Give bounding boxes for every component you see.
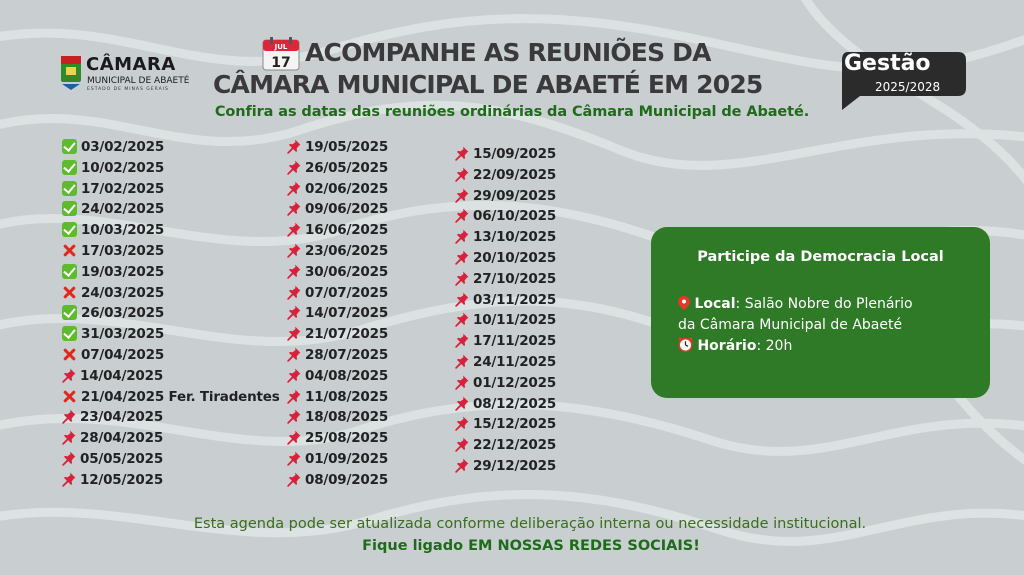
date-item xyxy=(455,414,556,435)
date-text: 21/04/2025 Fer. Tiradentes xyxy=(81,388,280,405)
coat-of-arms-icon xyxy=(60,55,82,91)
date-item xyxy=(62,407,280,428)
logo-state: ESTADO DE MINAS GERAIS xyxy=(87,87,169,92)
cross-icon xyxy=(62,243,77,258)
date-text: 14/07/2025 xyxy=(305,305,389,322)
date-item xyxy=(455,435,556,456)
date-text: 17/02/2025 xyxy=(81,180,165,197)
date-text: 02/06/2025 xyxy=(305,180,389,197)
pin-icon xyxy=(455,396,469,411)
date-item xyxy=(455,227,556,248)
date-item xyxy=(62,449,280,470)
date-text: 07/04/2025 xyxy=(81,346,165,363)
logo-title: CÂMARA xyxy=(86,54,176,75)
date-text: 08/12/2025 xyxy=(473,395,557,412)
pin-icon xyxy=(455,437,469,452)
date-text: 28/04/2025 xyxy=(80,430,164,447)
date-item xyxy=(455,456,556,477)
date-item xyxy=(62,283,280,304)
pin-icon xyxy=(62,409,76,424)
pin-icon xyxy=(455,167,469,182)
pin-icon xyxy=(455,333,469,348)
date-text: 25/08/2025 xyxy=(305,430,389,447)
date-item xyxy=(455,290,556,311)
pin-icon xyxy=(455,271,469,286)
date-item xyxy=(455,394,556,415)
calendar-day: 17 xyxy=(271,55,291,71)
date-text: 15/09/2025 xyxy=(473,146,557,162)
date-text: 24/03/2025 xyxy=(81,284,165,301)
date-text: 19/05/2025 xyxy=(305,139,389,155)
pin-icon xyxy=(455,208,469,223)
cross-icon xyxy=(62,389,77,404)
date-text: 18/08/2025 xyxy=(305,409,389,426)
date-text: 29/09/2025 xyxy=(473,187,557,204)
pin-icon xyxy=(455,354,469,369)
check-icon xyxy=(62,222,77,237)
date-item xyxy=(287,345,388,366)
date-item xyxy=(287,179,388,200)
date-text: 16/06/2025 xyxy=(305,222,389,239)
date-text: 06/10/2025 xyxy=(473,208,557,225)
pin-icon xyxy=(287,160,301,175)
date-text: 27/10/2025 xyxy=(473,270,557,287)
pin-icon xyxy=(287,409,301,424)
date-text: 26/03/2025 xyxy=(81,305,165,322)
date-item xyxy=(62,137,280,158)
date-item xyxy=(287,470,388,491)
date-text: 13/10/2025 xyxy=(473,229,557,246)
date-text: 22/12/2025 xyxy=(473,437,557,454)
date-item xyxy=(455,373,556,394)
date-text: 22/09/2025 xyxy=(473,166,557,183)
date-item xyxy=(287,449,388,470)
pin-icon xyxy=(455,292,469,307)
pin-icon xyxy=(287,181,301,196)
date-item xyxy=(287,220,388,241)
date-item xyxy=(287,283,388,304)
date-text: 26/05/2025 xyxy=(305,159,389,176)
date-text: 11/08/2025 xyxy=(305,388,389,405)
pin-icon xyxy=(62,430,76,445)
date-text: 04/08/2025 xyxy=(305,367,389,384)
date-text: 03/02/2025 xyxy=(81,139,165,155)
date-text: 01/12/2025 xyxy=(473,374,557,391)
date-text: 10/02/2025 xyxy=(81,159,165,176)
panel-heading: Participe da Democracia Local xyxy=(697,249,944,265)
date-text: 23/06/2025 xyxy=(305,242,389,259)
pin-icon xyxy=(287,201,301,216)
pin-icon xyxy=(287,139,301,154)
date-item xyxy=(287,324,388,345)
date-text: 01/09/2025 xyxy=(305,450,389,467)
date-item xyxy=(455,206,556,227)
check-icon xyxy=(62,181,77,196)
pin-icon xyxy=(62,451,76,466)
pin-icon xyxy=(287,243,301,258)
pin-icon xyxy=(287,368,301,383)
gestao-period: 2025/2028 xyxy=(875,80,941,94)
date-item xyxy=(287,241,388,262)
local-label: Local xyxy=(694,296,736,312)
pin-icon xyxy=(287,389,301,404)
pin-icon xyxy=(287,264,301,279)
date-item xyxy=(62,220,280,241)
date-text: 17/11/2025 xyxy=(473,333,557,350)
pin-icon xyxy=(455,375,469,390)
pin-icon xyxy=(455,416,469,431)
date-item xyxy=(287,137,388,158)
dates-column-2 xyxy=(287,137,388,491)
date-item xyxy=(287,387,388,408)
gestao-badge xyxy=(838,52,968,110)
date-item xyxy=(62,179,280,200)
gestao-label: Gestão xyxy=(844,51,931,76)
date-item xyxy=(287,158,388,179)
date-text: 12/05/2025 xyxy=(80,471,164,488)
time-value: : 20h xyxy=(756,338,793,354)
pin-icon xyxy=(455,250,469,265)
pin-icon xyxy=(455,458,469,473)
pin-icon xyxy=(287,472,301,487)
date-item xyxy=(62,158,280,179)
date-item xyxy=(62,324,280,345)
title-line-1: ACOMPANHE AS REUNIÕES DA xyxy=(305,38,711,67)
pin-icon xyxy=(287,451,301,466)
alarm-clock-icon xyxy=(678,337,693,352)
date-item xyxy=(62,241,280,262)
date-item xyxy=(62,262,280,283)
date-item xyxy=(62,366,280,387)
pin-icon xyxy=(455,188,469,203)
pin-icon xyxy=(455,229,469,244)
footer-notice: Esta agenda pode ser atualizada conforme deliberação interna ou necessidade institucional. xyxy=(193,516,867,532)
date-item xyxy=(62,345,280,366)
pin-icon xyxy=(287,285,301,300)
title-line-2: CÂMARA MUNICIPAL DE ABAETÉ EM 2025 xyxy=(213,70,763,99)
pin-icon xyxy=(287,347,301,362)
pin-icon xyxy=(287,305,301,320)
date-text: 15/12/2025 xyxy=(473,416,557,433)
info-panel xyxy=(651,227,990,398)
time-label: Horário xyxy=(697,338,757,354)
date-item xyxy=(455,331,556,352)
calendar-icon xyxy=(262,37,300,71)
date-text: 03/11/2025 xyxy=(473,291,557,308)
date-item xyxy=(455,165,556,186)
check-icon xyxy=(62,264,77,279)
camara-logo xyxy=(60,54,190,94)
calendar-month: JUL xyxy=(274,43,288,51)
pin-icon xyxy=(287,326,301,341)
date-text: 08/09/2025 xyxy=(305,471,389,488)
date-text: 07/07/2025 xyxy=(305,284,389,301)
date-text: 30/06/2025 xyxy=(305,263,389,280)
pin-icon xyxy=(287,430,301,445)
cross-icon xyxy=(62,347,77,362)
date-item xyxy=(455,144,556,165)
pin-icon xyxy=(62,368,76,383)
check-icon xyxy=(62,305,77,320)
check-icon xyxy=(62,160,77,175)
date-text: 20/10/2025 xyxy=(473,249,557,266)
pin-icon xyxy=(455,146,469,161)
cross-icon xyxy=(62,285,77,300)
date-text: 14/04/2025 xyxy=(80,367,164,384)
local-line xyxy=(678,294,913,315)
date-item xyxy=(287,366,388,387)
date-text: 29/12/2025 xyxy=(473,457,557,474)
date-text: 05/05/2025 xyxy=(80,450,164,467)
panel-details xyxy=(678,294,913,357)
date-item xyxy=(62,387,280,408)
date-item xyxy=(287,303,388,324)
time-line xyxy=(678,336,913,357)
date-text: 09/06/2025 xyxy=(305,201,389,218)
date-item xyxy=(62,470,280,491)
logo-subtitle: MUNICIPAL DE ABAETÉ xyxy=(87,76,190,86)
footer-social-cta: Fique ligado EM NOSSAS REDES SOCIAIS! xyxy=(362,538,700,554)
date-item xyxy=(62,428,280,449)
date-item xyxy=(455,248,556,269)
date-text: 10/11/2025 xyxy=(473,312,557,329)
date-item xyxy=(287,407,388,428)
date-text: 28/07/2025 xyxy=(305,346,389,363)
check-icon xyxy=(62,139,77,154)
date-item xyxy=(455,352,556,373)
date-text: 21/07/2025 xyxy=(305,326,389,343)
date-item xyxy=(287,262,388,283)
date-text: 24/02/2025 xyxy=(81,201,165,218)
date-item xyxy=(62,199,280,220)
date-text: 19/03/2025 xyxy=(81,263,165,280)
page-subtitle: Confira as datas das reuniões ordinárias da Câmara Municipal de Abaeté. xyxy=(214,104,810,120)
local-value-line-2: da Câmara Municipal de Abaeté xyxy=(678,317,903,333)
dates-column-1 xyxy=(62,137,280,491)
date-item xyxy=(62,303,280,324)
pin-icon xyxy=(62,472,76,487)
date-text: 31/03/2025 xyxy=(81,326,165,343)
date-text: 23/04/2025 xyxy=(80,409,164,426)
date-item xyxy=(455,186,556,207)
date-text: 24/11/2025 xyxy=(473,353,557,370)
dates-column-3 xyxy=(455,144,556,477)
date-text: 17/03/2025 xyxy=(81,242,165,259)
check-icon xyxy=(62,201,77,216)
date-item xyxy=(287,199,388,220)
pin-icon xyxy=(287,222,301,237)
location-pin-icon xyxy=(678,296,690,310)
check-icon xyxy=(62,326,77,341)
date-text: 10/03/2025 xyxy=(81,222,165,239)
date-item xyxy=(287,428,388,449)
pin-icon xyxy=(455,312,469,327)
date-item xyxy=(455,310,556,331)
date-item xyxy=(455,269,556,290)
local-value: : Salão Nobre do Plenário xyxy=(735,296,913,312)
